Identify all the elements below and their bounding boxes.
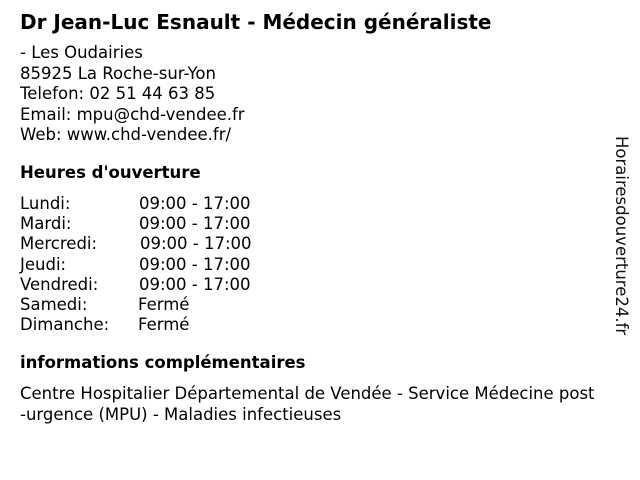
time-value: 09:00 - 17:00 — [139, 194, 251, 213]
address-street: - Les Oudairies — [20, 43, 143, 62]
address-city: 85925 La Roche-sur-Yon — [20, 63, 216, 83]
address-block — [20, 43, 245, 146]
phone-number: Telefon: 02 51 44 63 85 — [20, 84, 216, 103]
time-value: 09:00 - 17:00 — [139, 214, 251, 234]
email-address: Email: mpu@chd-vendee.fr — [20, 104, 245, 124]
time-value: Fermé — [138, 294, 190, 314]
info-line: -urgence (MPU) - Maladies infectieuses — [20, 405, 342, 424]
info-description — [20, 383, 626, 425]
day-label: Lundi: — [20, 194, 71, 213]
time-value: 09:00 - 17:00 — [139, 254, 251, 274]
info-heading: informations complémentaires — [20, 353, 306, 372]
info-line: Centre Hospitalier Départemental de Vendée - Service Médecine post — [20, 384, 595, 403]
website-url: Web: www.chd-vendee.fr/ — [20, 125, 232, 144]
page-title: Dr Jean-Luc Esnault - Médecin généraliste — [20, 10, 492, 34]
day-label: Mercredi: — [20, 234, 98, 254]
time-value: 09:00 - 17:00 — [140, 234, 252, 254]
day-label: Samedi: — [20, 294, 88, 314]
day-label: Mardi: — [20, 214, 72, 234]
watermark: Horairesdouverture24.fr — [612, 136, 631, 336]
time-value: Fermé — [138, 315, 190, 335]
day-label: Dimanche: — [20, 315, 110, 335]
day-label: Jeudi: — [20, 254, 67, 274]
hours-heading: Heures d'ouverture — [20, 163, 201, 182]
time-value: 09:00 - 17:00 — [139, 274, 251, 294]
day-label: Vendredi: — [20, 274, 99, 294]
